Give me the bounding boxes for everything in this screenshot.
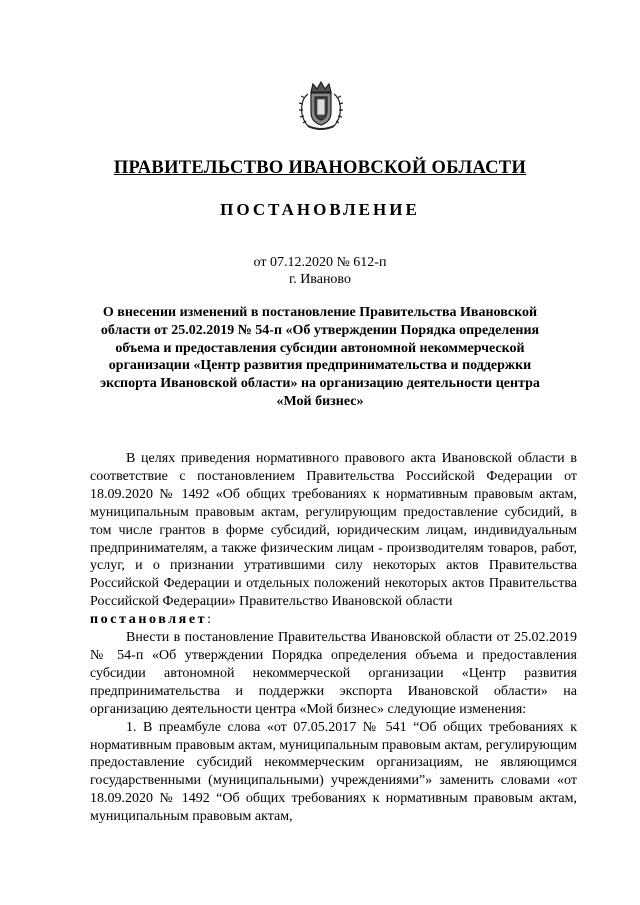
item-1-paragraph: 1. В преамбуле слова «от 07.05.2017 № 541 “Об общих требованиях к нормативным правовым актам, муниципальным правовым актам, регулирующим предоставление субсидий некоммерческим организациям, не являющимся государственными (муниципальными) учреждениями”» заменить словами «от 18.09.2020 № 1492 “Об общих требованиях к нормативным правовым актам, муниципальным правовым актам, bbox=[90, 719, 577, 825]
document-type: ПОСТАНОВЛЕНИЕ bbox=[220, 200, 420, 219]
government-name: ПРАВИТЕЛЬСТВО ИВАНОВСКОЙ ОБЛАСТИ bbox=[113, 158, 527, 178]
coat-of-arms-icon bbox=[296, 80, 346, 134]
resolves-word: постановляет bbox=[90, 612, 208, 628]
preamble-paragraph bbox=[90, 450, 577, 611]
amend-paragraph: Внести в постановление Правительства Ивановской области от 25.02.2019 № 54-п «Об утверждении Порядка определения объема и предоставления субсидии автономной некоммерческой организации «Центр развития предпринимательства и поддержки экспорта Ивановской области» на организацию деятельности центра «Мой бизнес» следующие изменения: bbox=[90, 630, 577, 717]
resolves-line bbox=[90, 611, 577, 629]
preamble-text: В целях приведения нормативного правового акта Ивановской области в соответствие с постановлением Правительства Российской Федерации от 18.09.2020 № 1492 «Об общих требованиях к нормативным правовым актам, муниципальным правовым актам, регулирующим предоставление субсидий, в том числе грантов в форме субсидий, юридическим лицам, индивидуальным предпринимателям, а также физическим лицам - производителям товаров, работ, услуг, и о признании утратившими силу некоторых актов Правительства Российской Федерации и отдельных положений некоторых актов Правительства Российской Федерации» Правительство Ивановской области bbox=[90, 451, 577, 610]
document-body bbox=[90, 450, 577, 826]
resolves-colon: : bbox=[207, 612, 212, 628]
document-subject: О внесении изменений в постановление Правительства Ивановской области от 25.02.2019 № 54-п «Об утверждении Порядка определения объема и предоставления субсидии автономной некоммерческой организации «Центр развития предпринимательства и поддержки экспорта Ивановской области» на организацию деятельности центра «Мой бизнес» bbox=[100, 305, 540, 409]
document-date-number: от 07.12.2020 № 612-п bbox=[253, 255, 387, 270]
document-city: г. Иваново bbox=[289, 272, 351, 287]
